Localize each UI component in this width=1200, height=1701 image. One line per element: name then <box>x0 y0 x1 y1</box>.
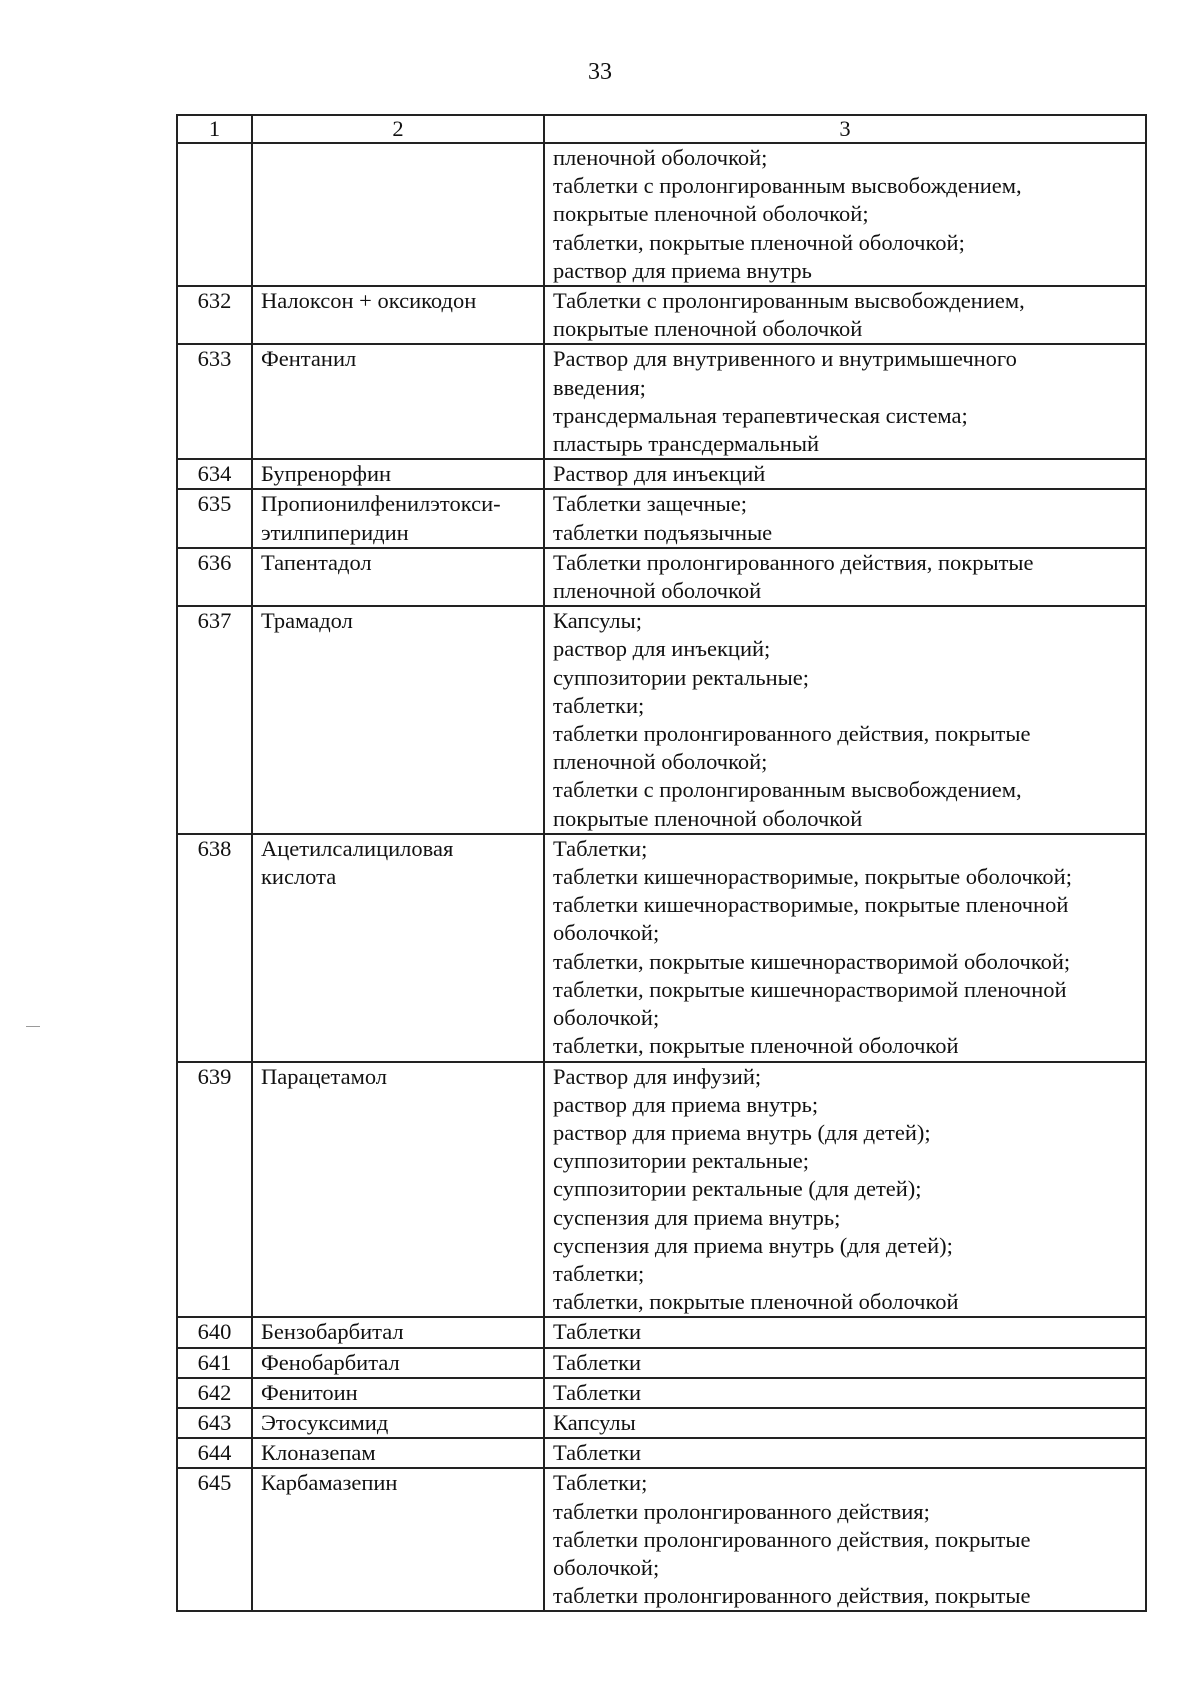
dosage-form-line: таблетки кишечнорастворимые, покрытые пленочной <box>553 892 1069 918</box>
table-row <box>177 1408 1146 1438</box>
row-number: 645 <box>177 1468 252 1611</box>
dosage-forms <box>544 1378 1146 1408</box>
drug-name-line: кислота <box>261 864 337 890</box>
dosage-forms <box>544 459 1146 489</box>
table-row <box>177 1378 1146 1408</box>
drug-table <box>176 114 1147 1612</box>
dosage-forms <box>544 1408 1146 1438</box>
drug-name-line: Фенобарбитал <box>261 1349 400 1375</box>
dosage-forms <box>544 489 1146 547</box>
table-row <box>177 606 1146 834</box>
dosage-form-line: Таблетки; <box>553 1470 648 1496</box>
dosage-form-line: Таблетки пролонгированного действия, покрытые <box>553 549 1034 575</box>
drug-name <box>252 344 544 459</box>
row-number: 641 <box>177 1348 252 1378</box>
dosage-forms <box>544 1348 1146 1378</box>
dosage-form-line: Таблетки с пролонгированным высвобождением, <box>553 288 1025 314</box>
row-number: 638 <box>177 834 252 1062</box>
dosage-forms <box>544 1438 1146 1468</box>
header-col-number: 1 <box>177 115 252 143</box>
dosage-form-line: пленочной оболочкой <box>553 578 762 604</box>
row-number: 643 <box>177 1408 252 1438</box>
drug-name-line: Фенитоин <box>261 1379 358 1405</box>
drug-name <box>252 1062 544 1318</box>
row-number: 637 <box>177 606 252 834</box>
dosage-form-line: таблетки, покрытые кишечнорастворимой пленочной <box>553 976 1067 1002</box>
table-body <box>177 115 1146 1611</box>
dosage-form-line: таблетки, покрытые кишечнорастворимой оболочкой; <box>553 948 1071 974</box>
dosage-forms <box>544 143 1146 286</box>
dosage-form-line: таблетки с пролонгированным высвобождением, <box>553 173 1022 199</box>
dosage-form-line: Раствор для инфузий; <box>553 1063 762 1089</box>
drug-name-line: Этосуксимид <box>261 1409 389 1435</box>
row-number: 633 <box>177 344 252 459</box>
dosage-form-line: таблетки подъязычные <box>553 519 773 545</box>
dosage-form-line: Раствор для внутривенного и внутримышечного <box>553 346 1017 372</box>
dosage-form-line: Таблетки <box>553 1440 642 1466</box>
dosage-form-line: пленочной оболочкой; <box>553 145 768 170</box>
drug-name-line: Парацетамол <box>261 1063 388 1089</box>
drug-name <box>252 1348 544 1378</box>
table-row <box>177 548 1146 606</box>
header-row <box>177 115 1146 143</box>
table-row <box>177 286 1146 344</box>
dosage-form-line: Таблетки защечные; <box>553 491 748 517</box>
dosage-form-line: раствор для приема внутрь <box>553 257 812 283</box>
dosage-forms <box>544 834 1146 1062</box>
drug-name <box>252 606 544 834</box>
dosage-form-line: покрытые пленочной оболочкой; <box>553 201 869 227</box>
dosage-forms <box>544 606 1146 834</box>
drug-name-line: Ацетилсалициловая <box>261 835 454 861</box>
dosage-form-line: суппозитории ректальные (для детей); <box>553 1176 922 1202</box>
dosage-forms <box>544 1468 1146 1611</box>
table-row <box>177 1438 1146 1468</box>
margin-mark <box>26 1026 40 1027</box>
drug-name-line: Налоксон + оксикодон <box>261 288 477 314</box>
dosage-form-line: оболочкой; <box>553 1554 660 1580</box>
drug-name-line: Пропионилфенилэтокси- <box>261 491 501 517</box>
dosage-form-line: Таблетки <box>553 1319 642 1345</box>
drug-name-line: Карбамазепин <box>261 1470 398 1496</box>
dosage-forms <box>544 286 1146 344</box>
dosage-form-line: таблетки пролонгированного действия, покрытые <box>553 1583 1031 1609</box>
drug-name <box>252 286 544 344</box>
row-number: 635 <box>177 489 252 547</box>
dosage-form-line: покрытые пленочной оболочкой <box>553 805 863 831</box>
row-number: 639 <box>177 1062 252 1318</box>
dosage-form-line: Таблетки <box>553 1349 642 1375</box>
dosage-form-line: таблетки; <box>553 1260 645 1286</box>
dosage-forms <box>544 344 1146 459</box>
dosage-form-line: раствор для приема внутрь; <box>553 1091 819 1117</box>
dosage-forms <box>544 548 1146 606</box>
dosage-forms <box>544 1317 1146 1347</box>
drug-name <box>252 1317 544 1347</box>
dosage-form-line: суспензия для приема внутрь (для детей); <box>553 1232 953 1258</box>
page-number: 33 <box>588 59 612 85</box>
drug-name <box>252 1438 544 1468</box>
dosage-form-line: раствор для приема внутрь (для детей); <box>553 1119 931 1145</box>
dosage-form-line: таблетки пролонгированного действия, покрытые <box>553 1526 1031 1552</box>
drug-name-line: Клоназепам <box>261 1440 376 1466</box>
table-row <box>177 143 1146 286</box>
dosage-form-line: трансдермальная терапевтическая система; <box>553 402 968 428</box>
dosage-forms <box>544 1062 1146 1318</box>
dosage-form-line: Таблетки <box>553 1379 642 1405</box>
dosage-form-line: таблетки, покрытые пленочной оболочкой <box>553 1033 959 1059</box>
drug-name-line: Трамадол <box>261 608 353 634</box>
dosage-form-line: таблетки, покрытые пленочной оболочкой; <box>553 229 965 255</box>
drug-name-line: Бензобарбитал <box>261 1319 404 1345</box>
row-number: 632 <box>177 286 252 344</box>
dosage-form-line: раствор для инъекций; <box>553 636 771 662</box>
drug-name-line: Фентанил <box>261 346 357 372</box>
dosage-form-line: таблетки кишечнорастворимые, покрытые оболочкой; <box>553 864 1072 890</box>
table-row <box>177 344 1146 459</box>
dosage-form-line: пленочной оболочкой; <box>553 749 768 775</box>
row-number: 642 <box>177 1378 252 1408</box>
dosage-form-line: Таблетки; <box>553 835 648 861</box>
drug-name-line: этилпиперидин <box>261 519 409 545</box>
dosage-form-line: оболочкой; <box>553 1005 660 1031</box>
table-row <box>177 1062 1146 1318</box>
drug-name <box>252 548 544 606</box>
table-row <box>177 1317 1146 1347</box>
dosage-form-line: таблетки пролонгированного действия, покрытые <box>553 721 1031 747</box>
dosage-form-line: таблетки с пролонгированным высвобождением, <box>553 777 1022 803</box>
drug-name-line: Тапентадол <box>261 549 372 575</box>
dosage-form-line: суппозитории ректальные; <box>553 664 809 690</box>
table-row <box>177 1468 1146 1611</box>
dosage-form-line: таблетки; <box>553 692 645 718</box>
table-row <box>177 459 1146 489</box>
table-row <box>177 834 1146 1062</box>
dosage-form-line: таблетки, покрытые пленочной оболочкой <box>553 1289 959 1315</box>
dosage-form-line: пластырь трансдермальный <box>553 431 820 457</box>
drug-name <box>252 834 544 1062</box>
dosage-form-line: введения; <box>553 374 646 400</box>
row-number <box>177 143 252 286</box>
header-col-forms: 3 <box>544 115 1146 143</box>
drug-name <box>252 143 544 286</box>
drug-name <box>252 489 544 547</box>
dosage-form-line: таблетки пролонгированного действия; <box>553 1498 930 1524</box>
row-number: 644 <box>177 1438 252 1468</box>
table-row <box>177 489 1146 547</box>
dosage-form-line: оболочкой; <box>553 920 660 946</box>
drug-name <box>252 1408 544 1438</box>
row-number: 636 <box>177 548 252 606</box>
table-row <box>177 1348 1146 1378</box>
drug-name <box>252 1468 544 1611</box>
drug-name <box>252 1378 544 1408</box>
dosage-form-line: Раствор для инъекций <box>553 461 766 487</box>
drug-name <box>252 459 544 489</box>
row-number: 634 <box>177 459 252 489</box>
row-number: 640 <box>177 1317 252 1347</box>
dosage-form-line: суппозитории ректальные; <box>553 1148 809 1174</box>
header-col-name: 2 <box>252 115 544 143</box>
dosage-form-line: Капсулы; <box>553 608 642 634</box>
dosage-form-line: покрытые пленочной оболочкой <box>553 316 863 342</box>
dosage-form-line: Капсулы <box>553 1409 636 1435</box>
drug-name-line: Бупренорфин <box>261 461 392 487</box>
dosage-form-line: суспензия для приема внутрь; <box>553 1204 841 1230</box>
